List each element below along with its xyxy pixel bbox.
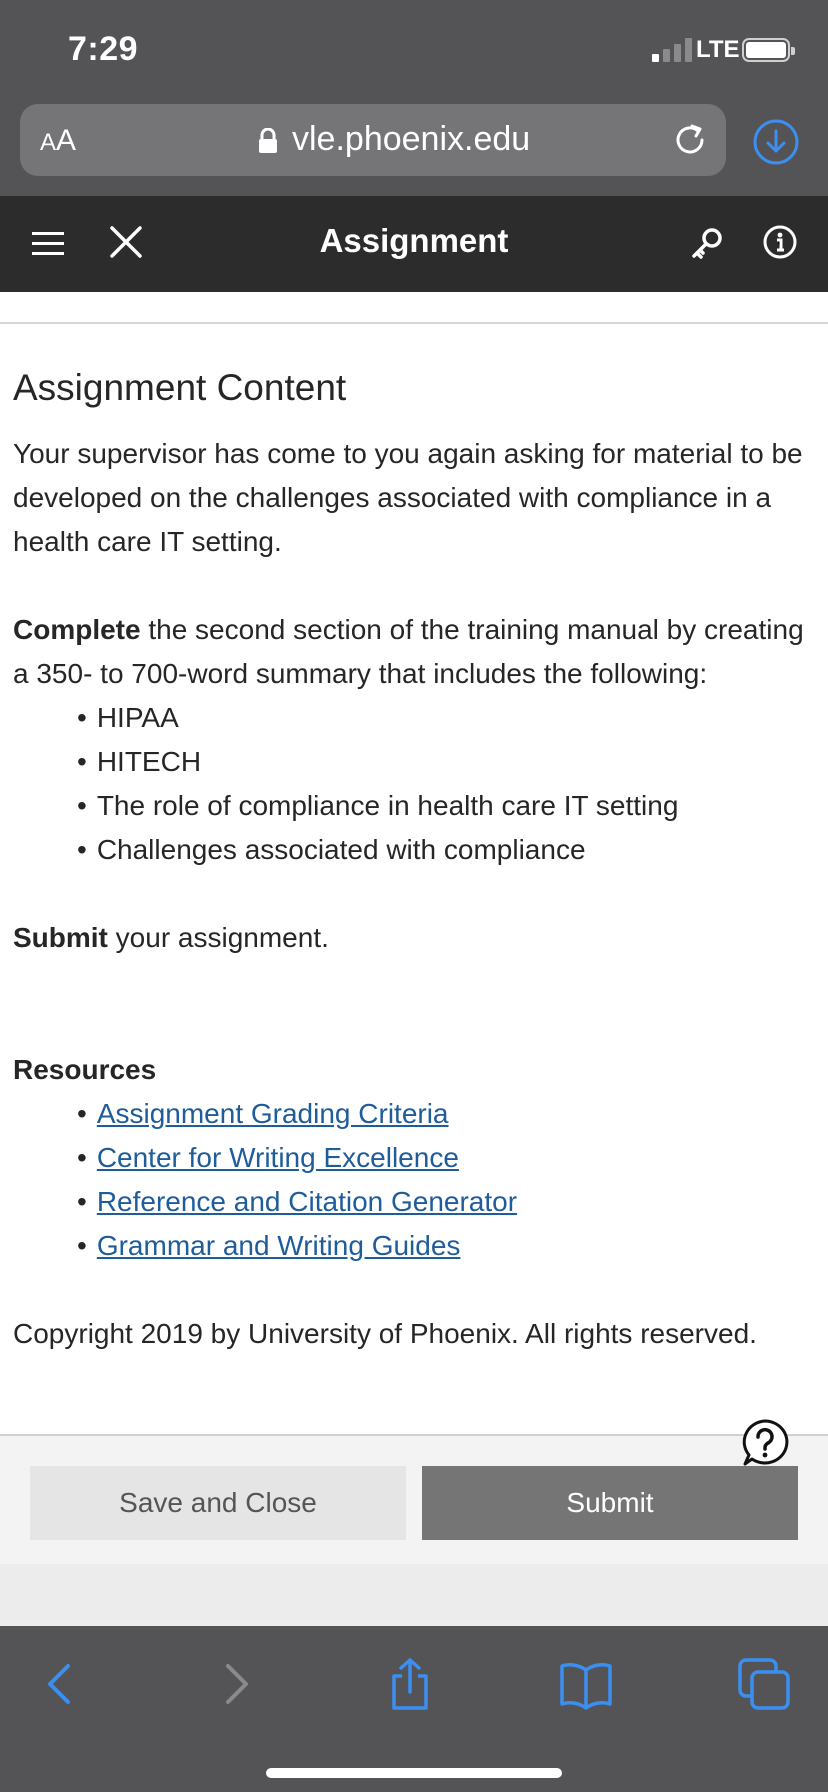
page-title: Assignment bbox=[319, 222, 509, 259]
complete-paragraph: Complete the second section of the training manual by creating a 350- to 700-word summary that includes the following: bbox=[13, 614, 804, 689]
info-icon[interactable] bbox=[762, 224, 798, 260]
resources-list bbox=[77, 1092, 813, 1268]
status-bar bbox=[0, 0, 828, 100]
signal-icon bbox=[652, 38, 692, 62]
submit-paragraph: Submit your assignment. bbox=[13, 922, 329, 953]
footer-actions bbox=[0, 1434, 828, 1564]
list-item: • HITECH bbox=[77, 740, 813, 784]
bookmarks-icon[interactable] bbox=[558, 1656, 614, 1712]
forward-icon[interactable] bbox=[208, 1656, 264, 1712]
link-citation-generator[interactable]: Reference and Citation Generator bbox=[96, 1186, 518, 1217]
back-icon[interactable] bbox=[32, 1656, 88, 1712]
page-bottom-band bbox=[0, 1564, 828, 1626]
link-writing-excellence[interactable]: Center for Writing Excellence bbox=[96, 1142, 459, 1173]
list-item: • The role of compliance in health care IT setting bbox=[77, 784, 813, 828]
list-item: • HIPAA bbox=[77, 696, 813, 740]
share-icon[interactable] bbox=[382, 1656, 438, 1712]
app-header bbox=[0, 196, 828, 292]
link-grading-criteria[interactable]: Assignment Grading Criteria bbox=[96, 1098, 449, 1129]
divider bbox=[0, 322, 828, 324]
reload-icon[interactable] bbox=[670, 120, 710, 160]
status-time: 7:29 bbox=[68, 30, 139, 68]
content-heading: Assignment Content bbox=[13, 367, 347, 408]
submit-button[interactable]: Submit bbox=[422, 1466, 798, 1540]
save-and-close-button[interactable]: Save and Close bbox=[30, 1466, 406, 1540]
help-icon[interactable] bbox=[740, 1418, 790, 1468]
browser-toolbar bbox=[0, 1626, 828, 1792]
assignment-content-area[interactable] bbox=[0, 292, 828, 1434]
address-bar[interactable] bbox=[20, 104, 726, 176]
lock-icon bbox=[258, 128, 278, 154]
browser-address-area bbox=[0, 100, 828, 196]
intro-paragraph: Your supervisor has come to you again asking for material to be developed on the challenges associated with compliance in a health care IT setting. bbox=[13, 438, 803, 557]
text-size-button[interactable]: AA bbox=[40, 124, 77, 157]
tabs-icon[interactable] bbox=[736, 1656, 792, 1712]
list-item: • Challenges associated with compliance bbox=[77, 828, 813, 872]
copyright-text: Copyright 2019 by University of Phoenix. All rights reserved. bbox=[13, 1318, 757, 1349]
magic-key-icon[interactable] bbox=[686, 224, 726, 264]
resources-heading: Resources bbox=[13, 1054, 157, 1085]
download-icon[interactable] bbox=[752, 118, 800, 166]
home-indicator[interactable] bbox=[266, 1768, 562, 1778]
network-label: LTE bbox=[696, 36, 740, 63]
link-grammar-guides[interactable]: Grammar and Writing Guides bbox=[96, 1230, 461, 1261]
url-text[interactable]: vle.phoenix.edu bbox=[292, 120, 531, 158]
battery-icon bbox=[742, 38, 790, 62]
requirements-list bbox=[77, 696, 813, 872]
